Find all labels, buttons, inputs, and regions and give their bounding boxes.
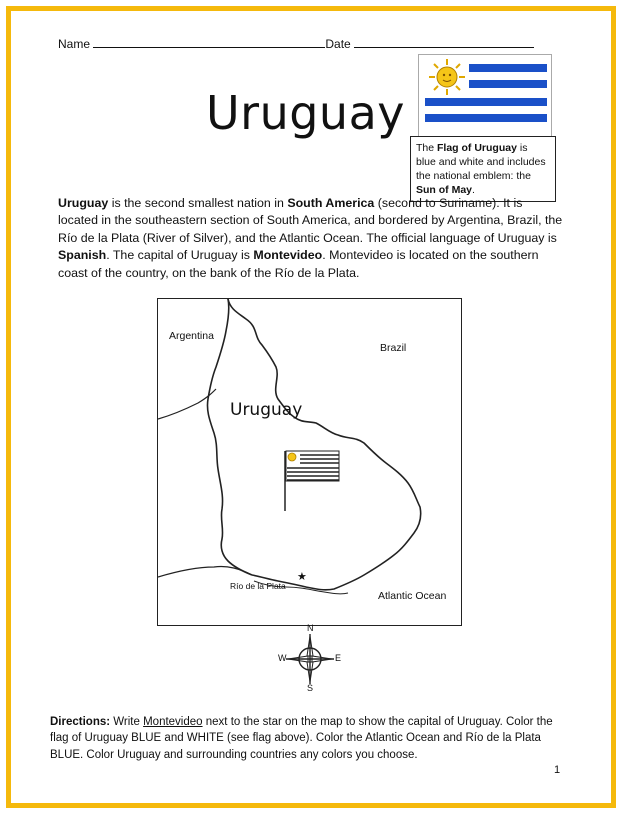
capital-star-icon[interactable]: ★ <box>297 571 307 583</box>
directions-montevideo: Montevideo <box>143 716 203 728</box>
compass-n: N <box>307 623 314 633</box>
label-uruguay: Uruguay <box>230 400 303 420</box>
intro-text-1: is the second smallest nation in <box>108 196 288 210</box>
uruguay-flag <box>418 54 552 138</box>
caption-text-2: is blue and white and includes the national emblem: the <box>416 142 546 182</box>
flag-caption <box>410 136 556 202</box>
intro-text-3: . The capital of Uruguay is <box>106 248 254 263</box>
intro-text-4: . Montevideo is located on the southern coast of the country, on the bank of the Río de la Plata. <box>58 248 539 280</box>
label-argentina: Argentina <box>169 330 214 342</box>
directions-text-1: Write <box>110 716 144 728</box>
compass-rose-icon <box>278 624 342 694</box>
sun-of-may-icon <box>429 59 465 95</box>
directions <box>50 714 570 763</box>
compass-w: W <box>278 653 287 663</box>
intro-paragraph <box>58 195 564 282</box>
label-rio-de-la-plata: Río de la Plata <box>230 581 286 591</box>
bold-spanish: Spanish <box>58 248 107 263</box>
label-brazil: Brazil <box>380 342 407 354</box>
caption-text: The <box>416 142 438 154</box>
bold-uruguay: Uruguay <box>58 196 109 210</box>
label-atlantic-ocean: Atlantic Ocean <box>378 590 447 602</box>
bold-montevideo: Montevideo <box>253 248 323 263</box>
compass-s: S <box>307 683 314 693</box>
compass-e: E <box>335 653 342 663</box>
name-blank[interactable] <box>93 36 325 48</box>
bold-south-america: South America <box>287 196 375 210</box>
page-number: 1 <box>554 764 561 776</box>
intro-text-2: (second to Suriname). It is located in the southeastern section of South America, and bordered by Argentina, Brazil, the Río de la Plata (River of Silver), and the Atlantic Ocean. The official language of Uruguay is <box>58 196 563 245</box>
caption-bold-sun: Sun of May <box>416 184 473 196</box>
date-label: Date <box>325 37 351 51</box>
name-date-line <box>58 36 534 51</box>
flag-icon <box>419 55 551 137</box>
caption-end: . <box>472 184 475 196</box>
directions-text-2: next to the star on the map to show the capital of Uruguay. Color the flag of Uruguay BLUE and WHITE (see flag above). Color the Atlantic Ocean and Río de la Plata BLUE. Color Uruguay and surrounding countries any colors you choose. <box>50 716 553 761</box>
page-title: Uruguay <box>206 86 405 140</box>
directions-label: Directions: <box>50 716 111 728</box>
name-label: Name <box>58 37 91 51</box>
uruguay-map[interactable] <box>157 298 462 626</box>
map-flag-icon[interactable] <box>282 449 342 513</box>
date-blank[interactable] <box>354 36 534 48</box>
caption-bold-flag: Flag of Uruguay <box>437 142 517 154</box>
